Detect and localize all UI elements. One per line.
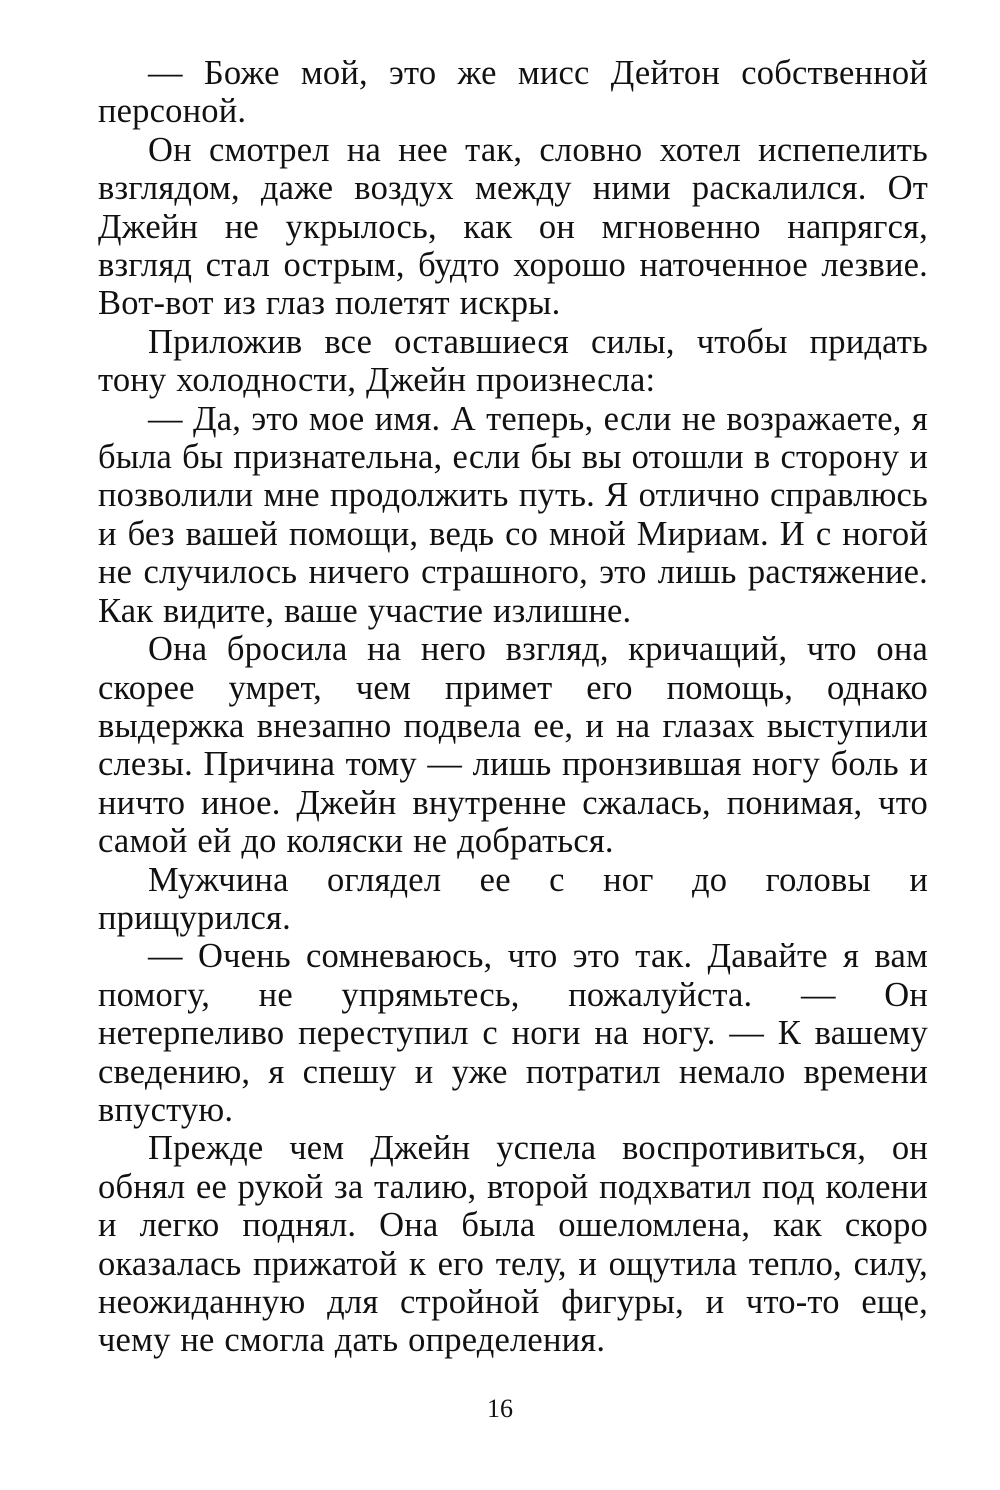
paragraph-4: — Да, это мое имя. А теперь, если не возражаете, я была бы признательна, если бы вы отошли в сторону и позволили мне продолжить путь. Я отлично справлюсь и без вашей помощи, ведь со мной Мириам. И с ногой не случилось ничего страшного, это лишь растяжение. Как видите, ваше участие излишне.	[98, 399, 928, 630]
paragraph-3: Приложив все оставшиеся силы, чтобы придать тону холодности, Джейн произнесла:	[98, 322, 928, 400]
paragraph-6: Мужчина оглядел ее с ног до головы и прищурился.	[98, 860, 928, 937]
paragraph-1: — Боже мой, это же мисс Дейтон собственной персоной.	[98, 54, 928, 131]
paragraph-2: Он смотрел на нее так, словно хотел испепелить взглядом, даже воздух между ними раскалился. От Джейн не укрылось, как он мгновенно напрягся, взгляд стал острым, будто хорошо наточенное лезвие. Вот-вот из глаз полетят искры.	[98, 130, 928, 323]
paragraph-5: Она бросила на него взгляд, кричащий, что она скорее умрет, чем примет его помощь, однако выдержка внезапно подвела ее, и на глазах выступили слезы. Причина тому — лишь пронзившая ногу боль и ничто иное. Джейн внутренне сжалась, понимая, что самой ей до коляски не добраться.	[98, 630, 928, 861]
page-text	[98, 54, 928, 1360]
paragraph-7: — Очень сомневаюсь, что это так. Давайте я вам помогу, не упрямьтесь, пожалуйста. — Он нетерпеливо переступил с ноги на ногу. — К вашему сведению, я спешу и уже потратил немало времени впустую.	[98, 937, 928, 1129]
paragraph-8: Прежде чем Джейн успела воспротивиться, он обнял ее рукой за талию, второй подхватил под колени и легко поднял. Она была ошеломлена, как скоро оказалась прижатой к его телу, и ощутила тепло, силу, неожиданную для стройной фигуры, и что-то еще, чему не смогла дать определения.	[98, 1129, 928, 1360]
page-number: 16	[487, 1394, 513, 1423]
